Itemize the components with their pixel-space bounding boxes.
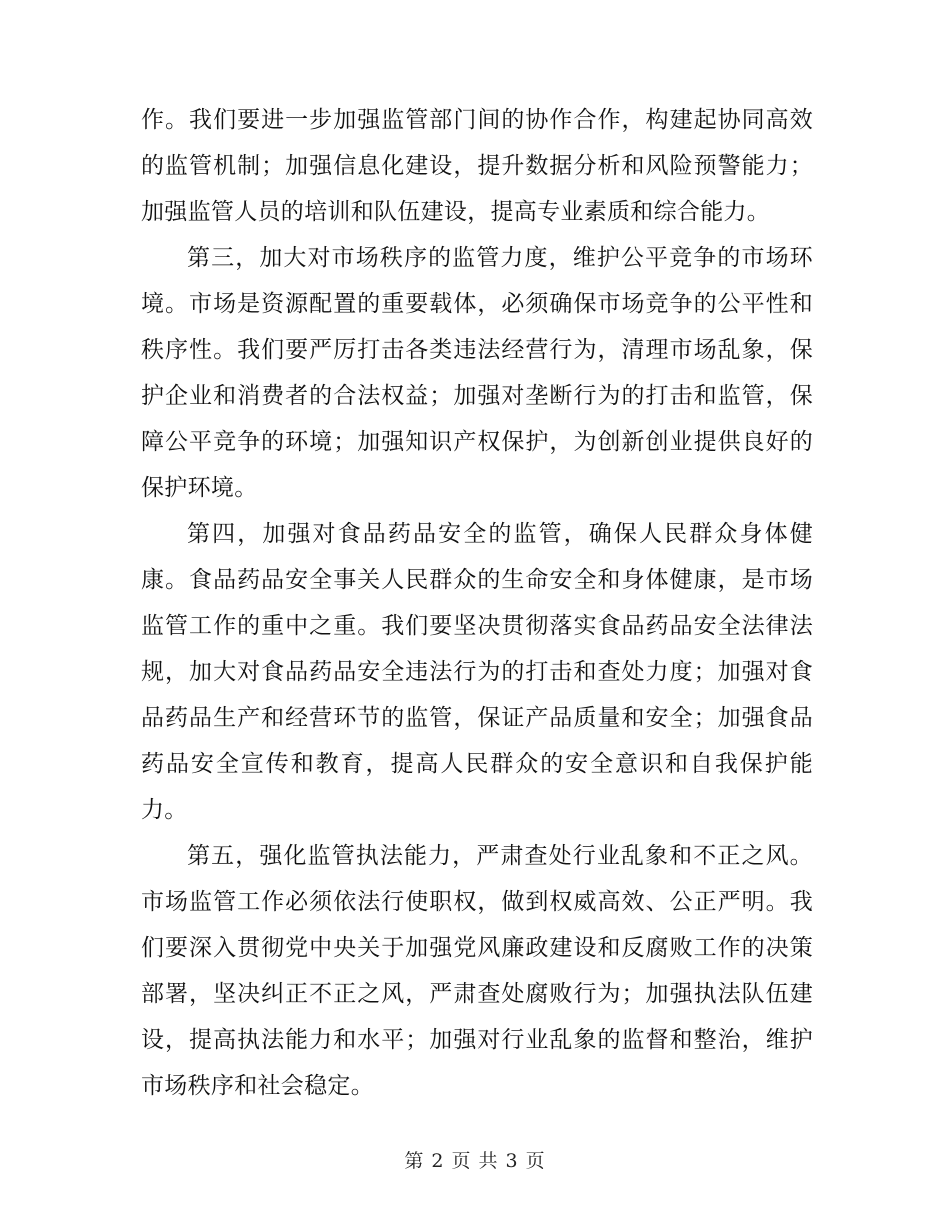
page-number-footer: 第 2 页 共 3 页: [404, 1150, 546, 1172]
paragraph-fifth-point: 第五，强化监管执法能力，严肃查处行业乱象和不正之风。市场监管工作必须依法行使职权，做到权威高效、公正严明。我们要深入贯彻党中央关于加强党风廉政建设和反腐败工作的决策部署，坚决纠正不正之风，严肃查处腐败行为；加强执法队伍建设，提高执法能力和水平；加强对行业乱象的监督和整治，维护市场秩序和社会稳定。: [141, 843, 813, 1099]
paragraph-fourth-point: 第四，加强对食品药品安全的监管，确保人民群众身体健康。食品药品安全事关人民群众的生命安全和身体健康，是市场监管工作的重中之重。我们要坚决贯彻落实食品药品安全法律法规，加大对食品药品安全违法行为的打击和查处力度；加强对食品药品生产和经营环节的监管，保证产品质量和安全；加强食品药品安全宣传和教育，提高人民群众的安全意识和自我保护能力。: [141, 521, 813, 823]
paragraph-third-point: 第三，加大对市场秩序的监管力度，维护公平竞争的市场环境。市场是资源配置的重要载体，必须确保市场竞争的公平性和秩序性。我们要严厉打击各类违法经营行为，清理市场乱象，保护企业和消费者的合法权益；加强对垄断行为的打击和监管，保障公平竞争的环境；加强知识产权保护，为创新创业提供良好的保护环境。: [141, 245, 813, 501]
paragraph-continuation: 作。我们要进一步加强监管部门间的协作合作，构建起协同高效的监管机制；加强信息化建设，提升数据分析和风险预警能力；加强监管人员的培训和队伍建设，提高专业素质和综合能力。: [141, 107, 813, 225]
document-body: [141, 97, 813, 1109]
